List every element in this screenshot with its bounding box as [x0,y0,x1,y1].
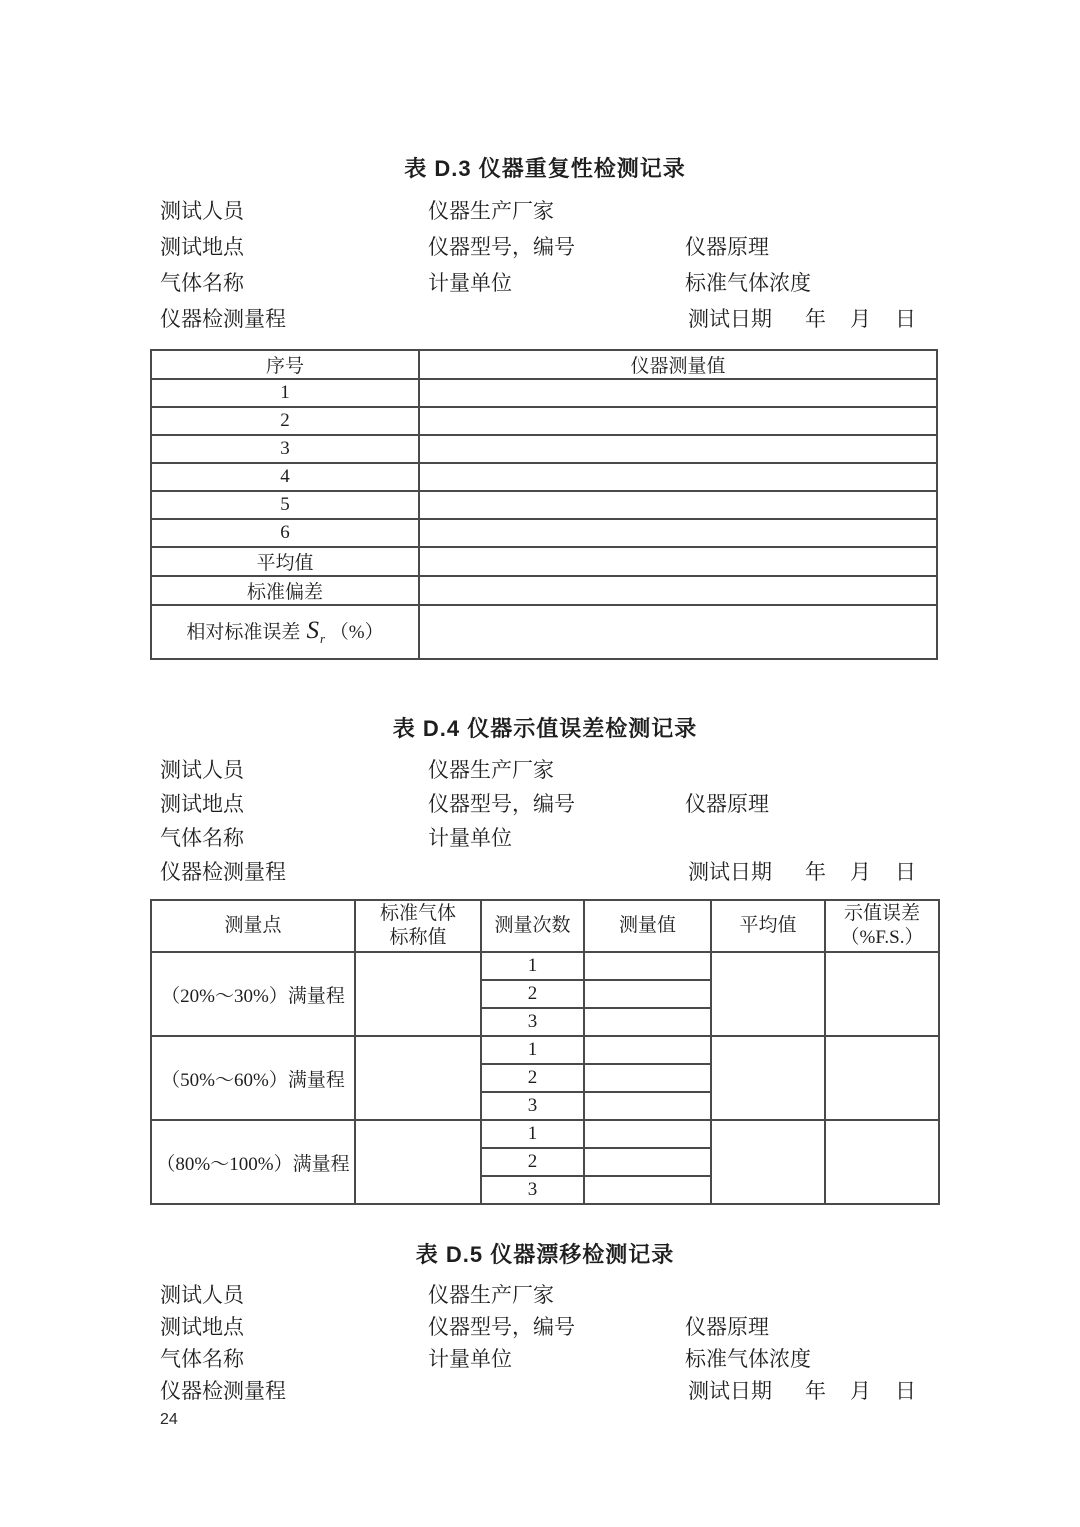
field-label-gas-name: 气体名称 [160,271,244,295]
trial-number: 2 [481,1064,584,1092]
empty-cell [419,379,937,407]
column-header-measured-value: 仪器测量值 [419,350,937,379]
table-row [151,519,937,547]
table-row [151,1120,939,1148]
table-row [151,435,937,463]
empty-cell [419,491,937,519]
empty-cell [584,1148,711,1176]
indication-error-table [150,899,940,1205]
field-row [150,787,940,821]
row-header-relative-std-error [151,605,419,659]
row-header: 3 [151,435,419,463]
field-label-gas-name: 气体名称 [160,826,244,850]
field-row [150,1343,940,1375]
trial-number: 3 [481,1176,584,1204]
field-label-unit: 计量单位 [428,1347,512,1371]
empty-cell [355,1120,481,1204]
header-line: 标称值 [389,927,447,948]
sr-label-prefix: 相对标准误差 [186,622,301,644]
trial-number: 3 [481,1092,584,1120]
empty-cell [584,1064,711,1092]
empty-cell [419,463,937,491]
row-header-std-deviation: 标准偏差 [151,576,419,605]
row-header: 6 [151,519,419,547]
field-label-location: 测试地点 [160,235,244,259]
row-header-average: 平均值 [151,547,419,576]
field-label-std-gas-concentration: 标准气体浓度 [685,1347,811,1371]
field-label-year: 年 [805,1379,826,1403]
field-label-gas-name: 气体名称 [160,1347,244,1371]
field-label-location: 测试地点 [160,1315,244,1339]
table-header-row [151,350,937,379]
field-row [150,821,940,855]
empty-cell [584,1036,711,1064]
d5-header-fields [150,1279,940,1407]
table-row [151,491,937,519]
empty-cell [584,1176,711,1204]
field-label-tester: 测试人员 [160,1283,244,1307]
group-label-80-100: （80%～100%）满量程 [151,1120,355,1204]
empty-cell [419,605,937,659]
field-label-location: 测试地点 [160,792,244,816]
field-label-unit: 计量单位 [428,826,512,850]
table-header-row [151,900,939,952]
field-label-principle: 仪器原理 [685,235,769,259]
trial-number: 3 [481,1008,584,1036]
empty-cell [355,1036,481,1120]
trial-number: 2 [481,980,584,1008]
row-header: 2 [151,407,419,435]
table-d5-title: 表 D.5 仪器漂移检测记录 [415,1242,675,1267]
field-label-principle: 仪器原理 [685,792,769,816]
table-row-std-deviation [151,576,937,605]
column-header-index: 序号 [151,350,419,379]
empty-cell [711,1120,825,1204]
table-row [151,1036,939,1064]
sr-symbol: S [306,617,319,645]
field-label-test-date: 测试日期 [688,307,772,331]
empty-cell [419,519,937,547]
field-label-tester: 测试人员 [160,758,244,782]
field-label-manufacturer: 仪器生产厂家 [428,1283,554,1307]
header-line: 示值误差 [843,903,920,924]
table-row [151,952,939,980]
empty-cell [419,435,937,463]
field-row [150,1375,940,1407]
field-label-std-gas-concentration: 标准气体浓度 [685,271,811,295]
field-label-range: 仪器检测量程 [160,307,286,331]
row-header: 4 [151,463,419,491]
field-label-tester: 测试人员 [160,199,244,223]
trial-number: 1 [481,1120,584,1148]
field-label-range: 仪器检测量程 [160,860,286,884]
field-label-month: 月 [850,860,871,884]
field-row [150,301,940,337]
group-label-20-30: （20%～30%）满量程 [151,952,355,1036]
field-label-year: 年 [805,860,826,884]
empty-cell [584,1008,711,1036]
field-label-test-date: 测试日期 [688,1379,772,1403]
d4-header-fields [150,753,940,889]
field-row [150,265,940,301]
row-header: 5 [151,491,419,519]
column-header-average: 平均值 [711,900,825,952]
page-number: 24 [160,1411,178,1428]
field-label-day: 日 [895,860,916,884]
header-line: （%F.S.） [840,927,924,948]
column-header-measurement-point: 测量点 [151,900,355,952]
table-row-average [151,547,937,576]
field-label-test-date: 测试日期 [688,860,772,884]
field-row [150,193,940,229]
field-row [150,1279,940,1311]
field-label-model-serial: 仪器型号，编号 [428,792,575,816]
table-row-relative-std-error [151,605,937,659]
field-label-day: 日 [895,1379,916,1403]
trial-number: 1 [481,1036,584,1064]
field-label-principle: 仪器原理 [685,1315,769,1339]
page-content [150,0,940,1429]
field-label-manufacturer: 仪器生产厂家 [428,199,554,223]
sr-label-suffix: （%） [329,622,384,644]
row-header: 1 [151,379,419,407]
trial-number: 1 [481,952,584,980]
sr-subscript: r [319,630,325,646]
empty-cell [584,1120,711,1148]
table-d4-title: 表 D.4 仪器示值误差检测记录 [392,716,698,741]
field-label-year: 年 [805,307,826,331]
empty-cell [419,407,937,435]
empty-cell [825,1120,939,1204]
empty-cell [419,576,937,605]
trial-number: 2 [481,1148,584,1176]
field-label-day: 日 [895,307,916,331]
d3-header-fields [150,193,940,337]
table-d3-title: 表 D.3 仪器重复性检测记录 [404,156,686,181]
header-line: 标准气体 [379,903,456,924]
field-row [150,1311,940,1343]
column-header-trial-count: 测量次数 [481,900,584,952]
field-label-unit: 计量单位 [428,271,512,295]
table-row [151,379,937,407]
column-header-indication-error [825,900,939,952]
empty-cell [419,547,937,576]
empty-cell [711,952,825,1036]
empty-cell [825,952,939,1036]
group-label-50-60: （50%～60%）满量程 [151,1036,355,1120]
table-row [151,463,937,491]
column-header-std-gas-nominal [355,900,481,952]
field-label-month: 月 [850,307,871,331]
column-header-measured-value: 测量值 [584,900,711,952]
repeatability-table [150,349,938,660]
empty-cell [355,952,481,1036]
field-row [150,229,940,265]
empty-cell [584,952,711,980]
field-label-range: 仪器检测量程 [160,1379,286,1403]
field-label-model-serial: 仪器型号，编号 [428,1315,575,1339]
field-row [150,753,940,787]
empty-cell [584,1092,711,1120]
field-label-manufacturer: 仪器生产厂家 [428,758,554,782]
field-label-month: 月 [850,1379,871,1403]
empty-cell [711,1036,825,1120]
field-label-model-serial: 仪器型号，编号 [428,235,575,259]
empty-cell [825,1036,939,1120]
empty-cell [584,980,711,1008]
table-row [151,407,937,435]
field-row [150,855,940,889]
